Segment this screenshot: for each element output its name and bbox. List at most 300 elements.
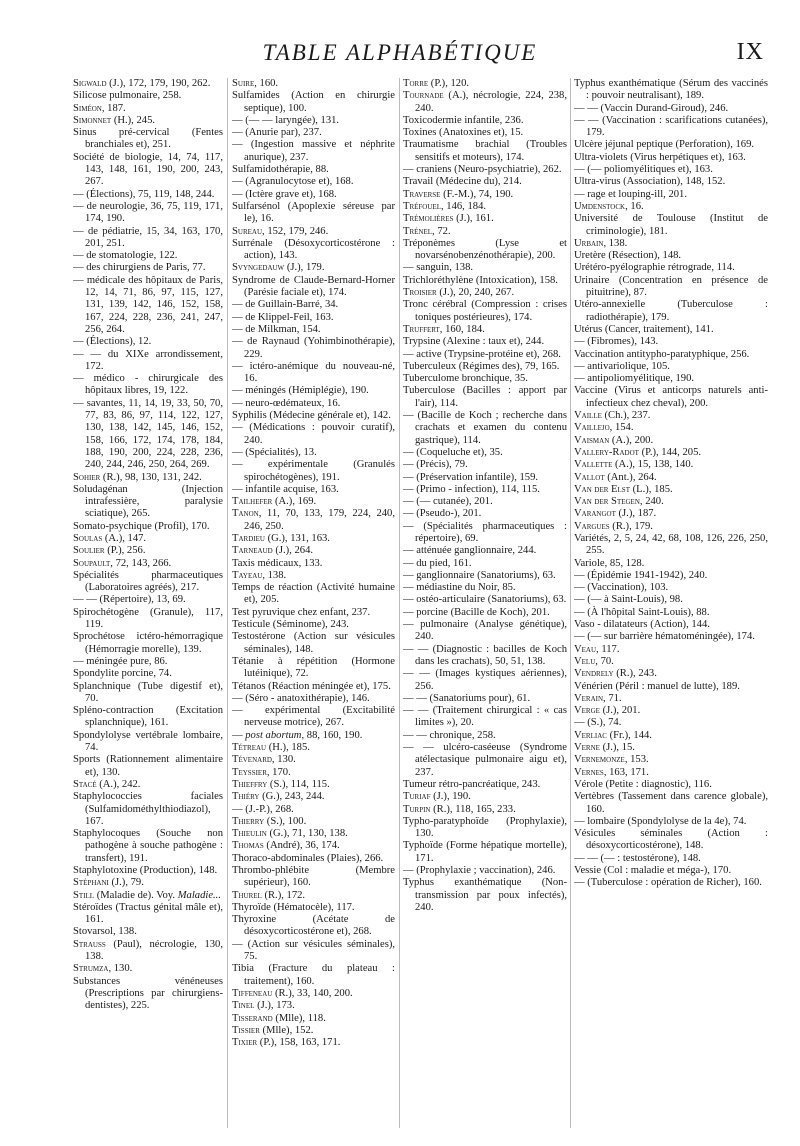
entry-author: Vernemonze	[574, 754, 625, 766]
entry-text: — (J.-P.), 268.	[232, 803, 294, 815]
entry-text: Vaccine (Virus et anticorps naturels anti-infectieux chez cheval), 200.	[574, 385, 768, 409]
entry-text: , 138.	[262, 569, 287, 581]
entry-text: Substances vénéneuses (Prescriptions par chirurgiens-dentistes), 225.	[73, 975, 223, 1012]
entry-text: — du pied, 161.	[403, 557, 472, 569]
index-entry	[73, 484, 223, 521]
entry-author: Vendrely	[574, 668, 614, 680]
entry-text: Typhus exanthématique (Sérum des vaccinés : pouvoir neutralisant), 189.	[574, 78, 768, 102]
entry-text: (J.), 187.	[615, 508, 657, 520]
index-entry	[232, 447, 395, 459]
entry-text: — (À l'hôpital Saint-Louis), 88.	[574, 606, 710, 618]
index-entry	[574, 472, 768, 484]
entry-text: Variétés, 2, 5, 24, 42, 68, 108, 126, 226, 250, 255.	[574, 532, 768, 557]
entry-text: Utéro-annexielle (Tuberculose : radiothérapie), 179.	[574, 299, 768, 323]
entry-text: , 138.	[603, 237, 628, 249]
index-entry	[73, 828, 223, 865]
entry-italic: post abortum	[245, 729, 302, 741]
entry-author: Tinel	[232, 1000, 255, 1012]
entry-text: — (Préservation infantile), 159.	[403, 471, 539, 483]
entry-text: Variole, 85, 128.	[574, 557, 645, 569]
entry-text: Vérole (Petite : diagnostic), 116.	[574, 778, 712, 790]
entry-author: Vallot	[574, 471, 605, 483]
index-entry	[73, 963, 223, 975]
index-entry	[403, 545, 567, 557]
entry-author: Thierry	[232, 815, 265, 827]
entry-text: (A.), 169.	[272, 496, 317, 508]
entry-text: Tronc cérébral (Compression : crises toniques postérieures), 174.	[403, 299, 567, 323]
index-entry	[574, 385, 768, 410]
index-entry	[73, 865, 223, 877]
entry-text: — antipoliomyélitique, 190.	[574, 373, 695, 385]
index-entry	[73, 152, 223, 189]
entry-author: Simonnet	[73, 114, 112, 126]
entry-text: Spléno-contraction (Excitation splanchnique), 161.	[73, 705, 223, 729]
index-entry	[232, 853, 395, 865]
entry-text: — (— sur barrière hématoméningée), 174.	[574, 631, 755, 643]
entry-text: (P.), 158, 163, 171.	[257, 1037, 341, 1049]
index-entry	[403, 804, 567, 816]
entry-text: Utérus (Cancer, traitement), 141.	[574, 323, 714, 335]
entry-text: (J.), 179.	[284, 262, 325, 274]
entry-author: Svyngedauw	[232, 262, 285, 274]
entry-text: (J.), 172, 179, 190, 262.	[106, 78, 211, 89]
index-columns	[73, 78, 768, 1128]
index-entry	[403, 582, 567, 594]
index-entry	[403, 742, 567, 779]
entry-text: , 117.	[596, 643, 620, 655]
entry-text: — — (— : testostérone), 148.	[574, 852, 701, 864]
entry-author: Trénel	[403, 225, 433, 237]
index-entry	[232, 840, 395, 852]
index-entry	[403, 668, 567, 693]
index-entry	[403, 447, 567, 459]
index-entry	[403, 730, 567, 742]
entry-text: (S.), 100.	[264, 815, 307, 827]
index-entry	[73, 631, 223, 656]
entry-text: — médicale des hôpitaux de Paris, 12, 14, 71, 86, 97, 115, 127, 131, 139, 142, 146, 152, 158, 167, 224, 228, 236, 241, 247, 256, 264.	[73, 274, 223, 335]
entry-text: — ictéro-anémique du nouveau-né, 16.	[232, 360, 395, 385]
index-entry	[403, 594, 567, 606]
index-entry	[73, 127, 223, 152]
index-entry	[574, 816, 768, 828]
entry-author: Vaillejo	[574, 422, 610, 434]
entry-text: Toxicodermie infantile, 236.	[403, 114, 524, 126]
entry-text: Tumeur rétro-pancréatique, 243.	[403, 778, 541, 790]
entry-text: , 187.	[101, 102, 126, 114]
entry-text: — — ulcéro-caséeuse (Syndrome atélectasique pulmonaire aigu et), 237.	[403, 742, 567, 778]
entry-text: , 130.	[271, 754, 296, 766]
index-entry	[232, 779, 395, 791]
index-entry	[232, 496, 395, 508]
entry-text: Thoraco-abdominales (Plaies), 266.	[232, 852, 384, 864]
index-entry	[232, 201, 395, 226]
entry-text: Staphylococcies faciales (Sulfamidométhylthiodiazol), 167.	[73, 791, 223, 827]
entry-text: Soludagénan (Injection intrafessière, paralysie sciatique), 265.	[73, 483, 223, 520]
entry-text: — — (Diagnostic : bacilles de Koch dans les crachats), 50, 51, 138.	[403, 643, 567, 667]
entry-text: Traumatisme brachial (Troubles sensitifs et moteurs), 174.	[403, 139, 567, 163]
index-entry	[73, 926, 223, 938]
entry-text: (André), 36, 174.	[263, 840, 340, 852]
entry-text: Tuberculose (Bacilles : apport par l'air), 114.	[403, 385, 567, 409]
index-entry	[574, 373, 768, 385]
entry-text: , 160.	[254, 78, 279, 89]
index-entry	[232, 484, 395, 496]
index-entry	[73, 779, 223, 791]
entry-text: — (— cutanée), 201.	[403, 496, 493, 508]
entry-text: , 160, 184.	[439, 323, 485, 335]
entry-text: Urinaire (Concentration en présence de pituitrine), 87.	[574, 274, 768, 299]
index-entry	[574, 533, 768, 558]
index-entry	[73, 189, 223, 201]
index-entry	[232, 754, 395, 766]
entry-text: , 163, 171.	[603, 766, 649, 778]
index-entry	[574, 508, 768, 520]
index-entry	[574, 619, 768, 631]
index-entry	[403, 508, 567, 520]
index-entry	[574, 767, 768, 779]
entry-text: Ulcère jéjunal peptique (Perforation), 169.	[574, 139, 755, 151]
index-entry	[73, 115, 223, 127]
entry-text: Vénérien (Péril : manuel de lutte), 189.	[574, 680, 740, 692]
index-entry	[574, 349, 768, 361]
entry-text: Vésicules séminales (Action : désoxycorticostérone), 148.	[574, 828, 768, 852]
index-entry	[403, 238, 567, 263]
entry-author: Strauss	[73, 938, 106, 950]
index-entry	[574, 754, 768, 766]
entry-author: Tétreau	[232, 742, 267, 754]
index-entry	[574, 139, 768, 151]
index-entry	[403, 287, 567, 299]
index-entry	[574, 570, 768, 582]
entry-text: — de Milkman, 154.	[232, 323, 321, 335]
index-entry	[574, 693, 768, 705]
index-entry	[403, 607, 567, 619]
entry-text: Thyroxine (Acétate de désoxycorticostérone et), 268.	[232, 914, 395, 938]
entry-text: (P.), 120.	[428, 78, 470, 89]
index-entry	[232, 791, 395, 803]
entry-author: Tanon	[232, 508, 259, 520]
index-entry	[232, 730, 395, 742]
entry-text: Sports (Rationnement alimentaire et), 130.	[73, 754, 223, 778]
index-entry	[232, 176, 395, 188]
index-entry	[403, 619, 567, 644]
index-entry	[73, 90, 223, 102]
entry-text: — ostéo-articulaire (Sanatoriums), 63.	[403, 594, 567, 606]
entry-author: Tayeau	[232, 569, 263, 581]
entry-text: , 154.	[609, 422, 634, 434]
index-entry	[73, 521, 223, 533]
entry-author: Velu	[574, 655, 596, 667]
index-entry	[403, 385, 567, 410]
entry-text: — — (Vaccin Durand-Giroud), 246.	[574, 102, 729, 114]
index-entry	[574, 496, 768, 508]
entry-author: Vargues	[574, 520, 610, 532]
index-entry	[232, 939, 395, 964]
index-entry	[403, 201, 567, 213]
entry-text: (Maladie de). Voy.	[94, 889, 178, 901]
entry-author: Tévenard	[232, 754, 272, 766]
entry-text: , 170.	[266, 766, 291, 778]
entry-text: — (Précis), 79.	[403, 459, 468, 471]
entry-text: , 152, 179, 246.	[262, 225, 329, 237]
index-entry	[403, 791, 567, 803]
entry-text: Spirochétogène (Granule), 117, 119.	[73, 606, 223, 631]
index-entry	[403, 262, 567, 274]
entry-text: Sulfarsénol (Apoplexie séreuse par le), 16.	[232, 200, 395, 225]
index-entry	[574, 115, 768, 140]
index-entry	[574, 410, 768, 422]
entry-text: , 16.	[625, 200, 644, 212]
entry-text: — (— — laryngée), 131.	[232, 114, 340, 126]
index-entry	[232, 275, 395, 300]
entry-text: — expérimental (Excitabilité nerveuse motrice), 267.	[232, 705, 395, 729]
entry-text: — — (Répertoire), 13, 69.	[73, 594, 186, 606]
entry-text: — (Médications : pouvoir curatif), 240.	[232, 422, 395, 446]
entry-text: — craniens (Neuro-psychiatrie), 262.	[403, 164, 562, 176]
entry-text: , 70.	[595, 655, 614, 667]
entry-text: (J.), 161.	[453, 213, 494, 225]
index-entry	[403, 324, 567, 336]
index-entry	[403, 115, 567, 127]
entry-text: Temps de réaction (Activité humaine et), 205.	[232, 582, 395, 606]
entry-text: — méningée pure, 86.	[73, 655, 168, 667]
entry-text: Tétanie à répétition (Hormone lutéinique), 72.	[232, 655, 395, 680]
index-entry	[73, 226, 223, 251]
index-entry	[232, 890, 395, 902]
entry-text: , 146, 184.	[440, 200, 487, 212]
index-entry	[574, 189, 768, 201]
entry-text: Vaccination antitypho-paratyphique, 256.	[574, 348, 750, 360]
entry-text: Travail (Médecine du), 214.	[403, 176, 522, 188]
entry-text: (A.), nécrologie, 224, 238, 240.	[415, 90, 567, 114]
index-entry	[403, 779, 567, 791]
index-entry	[232, 361, 395, 386]
entry-text: —	[232, 729, 246, 741]
index-entry	[232, 828, 395, 840]
index-entry	[232, 656, 395, 681]
index-entry	[574, 865, 768, 877]
entry-text: Université de Toulouse (Institut de criminologie), 181.	[574, 213, 768, 237]
entry-author: Sigwald	[73, 78, 107, 89]
entry-text: (J.), 173.	[254, 1000, 295, 1012]
entry-text: — neuro-œdémateux, 16.	[232, 397, 341, 409]
entry-text: Ultra-virus (Association), 148, 152.	[574, 176, 726, 188]
index-entry	[403, 226, 567, 238]
index-entry	[403, 336, 567, 348]
index-entry	[574, 361, 768, 373]
index-entry	[232, 262, 395, 274]
index-entry	[574, 275, 768, 300]
entry-text: — (Bacille de Koch ; recherche dans crachats et examen du contenu gastrique), 114.	[403, 410, 567, 446]
entry-text: (G.), 243, 244.	[259, 791, 325, 803]
entry-text: (J.), 79.	[108, 877, 144, 889]
entry-text: (H.), 185.	[266, 742, 310, 754]
entry-text: (J.), 15.	[599, 742, 635, 754]
entry-author: Tiffeneau	[232, 987, 273, 999]
index-entry	[403, 361, 567, 373]
entry-text: — de Raynaud (Yohimbinothérapie), 229.	[232, 336, 395, 360]
entry-text: Vertèbres (Tassement dans carence globale), 160.	[574, 791, 768, 815]
index-entry	[73, 570, 223, 595]
index-entry	[403, 275, 567, 287]
entry-text: (J.), 20, 240, 267.	[436, 287, 515, 299]
entry-text: — antivariolique, 105.	[574, 360, 670, 372]
index-entry	[232, 312, 395, 324]
entry-text: , 88, 160, 190.	[301, 729, 363, 741]
index-entry	[232, 238, 395, 263]
entry-text: Testicule (Séminome), 243.	[232, 619, 349, 631]
index-entry	[232, 226, 395, 238]
index-entry	[574, 447, 768, 459]
index-entry	[403, 213, 567, 225]
entry-text: (Fr.), 144.	[606, 729, 652, 741]
entry-text: — — du XIXe arrondissement, 172.	[73, 348, 223, 372]
index-entry	[574, 435, 768, 447]
index-column-1	[73, 78, 223, 1128]
index-entry	[73, 472, 223, 484]
entry-text: (Mlle), 118.	[272, 1012, 326, 1024]
index-entry	[73, 705, 223, 730]
entry-text: , 153.	[624, 754, 649, 766]
index-entry	[574, 484, 768, 496]
index-entry	[73, 656, 223, 668]
index-entry	[403, 472, 567, 484]
index-entry	[574, 594, 768, 606]
entry-author: Traverse	[403, 188, 441, 200]
entry-text: — (Pseudo-), 201.	[403, 508, 482, 520]
entry-text: — pulmonaire (Analyse génétique), 240.	[403, 619, 567, 643]
entry-text: Taxis médicaux, 133.	[232, 557, 323, 569]
index-entry	[232, 164, 395, 176]
index-entry	[232, 988, 395, 1000]
index-entry	[73, 681, 223, 706]
entry-text: — médico - chirurgicale des hôpitaux libres, 19, 122.	[73, 373, 223, 397]
entry-text: Staphylotoxine (Production), 148.	[73, 865, 218, 876]
index-entry	[232, 189, 395, 201]
index-entry	[232, 127, 395, 139]
index-entry	[403, 349, 567, 361]
index-entry	[574, 250, 768, 262]
entry-author: Suire	[232, 78, 255, 89]
index-column-2	[232, 78, 395, 1128]
entry-text: — (Épidémie 1941-1942), 240.	[574, 569, 708, 581]
entry-author: Truffert	[403, 323, 440, 335]
entry-author: Sureau	[232, 225, 263, 237]
entry-text: — méningés (Hémiplégie), 190.	[232, 385, 369, 397]
entry-text: Spondylite porcine, 74.	[73, 668, 172, 680]
index-entry	[574, 828, 768, 853]
entry-author: Trémolières	[403, 213, 454, 225]
index-entry	[403, 558, 567, 570]
entry-text: (R.), 172.	[261, 889, 306, 901]
entry-author: Soulas	[73, 532, 103, 544]
entry-text: Splanchnique (Tube digestif et), 70.	[73, 680, 223, 704]
column-rule	[227, 78, 228, 1128]
entry-text: — (Agranulocytose et), 168.	[232, 176, 354, 188]
entry-text: — de Klippel-Feil, 163.	[232, 311, 334, 323]
index-entry	[232, 558, 395, 570]
entry-author: Strumza	[73, 963, 109, 975]
index-entry	[574, 164, 768, 176]
entry-text: Thrombo-phlébite (Membre supérieur), 160.	[232, 865, 395, 889]
entry-text: Surrénale (Désoxycorticostérone : action), 143.	[232, 237, 395, 262]
entry-text: Uretère (Résection), 148.	[574, 250, 682, 262]
index-entry	[574, 238, 768, 250]
entry-text: — rage et louping-ill, 201.	[574, 188, 687, 200]
entry-text: — (Tuberculose : opération de Richer), 160.	[574, 877, 762, 889]
index-entry	[403, 693, 567, 705]
entry-text: — (Anurie par), 237.	[232, 127, 322, 139]
index-entry	[73, 336, 223, 348]
entry-text: — (Élections), 12.	[73, 336, 152, 348]
index-entry	[232, 299, 395, 311]
entry-text: Tétanos (Réaction méningée et), 175.	[232, 680, 391, 692]
index-entry	[403, 705, 567, 730]
index-entry	[232, 78, 395, 90]
entry-text: (Ch.), 237.	[601, 410, 651, 422]
index-entry	[73, 262, 223, 274]
index-entry	[232, 767, 395, 779]
index-entry	[232, 139, 395, 164]
index-entry	[574, 262, 768, 274]
entry-author: Tailhefer	[232, 496, 273, 508]
entry-text: (G.), 71, 130, 138.	[266, 828, 348, 840]
entry-text: — (Spécialités pharmaceutiques : répertoire), 69.	[403, 520, 567, 544]
entry-text: Silicose pulmonaire, 258.	[73, 90, 182, 102]
entry-text: — (Vaccination), 103.	[574, 582, 669, 594]
entry-author: Thieulin	[232, 828, 267, 840]
index-entry	[232, 115, 395, 127]
entry-text: (J.), 190.	[430, 791, 471, 803]
column-rule	[570, 78, 571, 1128]
entry-author: Soulier	[73, 545, 105, 557]
entry-author: Stacé	[73, 778, 97, 790]
column-rule	[399, 78, 400, 1128]
entry-text: Testostérone (Action sur vésicules séminales), 148.	[232, 631, 395, 655]
entry-text: — médiastine du Noir, 85.	[403, 582, 516, 594]
index-entry	[232, 963, 395, 988]
entry-text: — de Guillain-Barré, 34.	[232, 299, 339, 311]
entry-text: Stéroïdes (Tractus génital mâle et), 161.	[73, 901, 223, 926]
entry-text: Spondylolyse vertébrale lombaire, 74.	[73, 729, 223, 754]
entry-text: — (— à Saint-Louis), 98.	[574, 594, 683, 606]
entry-text: (Ant.), 264.	[604, 471, 657, 483]
entry-text: — (Primo - infection), 114, 115.	[403, 483, 540, 495]
index-entry	[574, 103, 768, 115]
index-entry	[574, 299, 768, 324]
entry-text: Syndrome de Claude-Bernard-Horner (Parésie faciale et), 174.	[232, 274, 395, 299]
entry-text: , 71.	[603, 692, 622, 704]
index-entry	[574, 779, 768, 791]
index-entry	[574, 631, 768, 643]
entry-text: — (Prophylaxie ; vaccination), 246.	[403, 865, 556, 876]
entry-text: — (Coqueluche et), 35.	[403, 446, 503, 458]
entry-text: (R.), 179.	[609, 520, 653, 532]
entry-author: Tissier	[232, 1024, 260, 1036]
index-entry	[574, 730, 768, 742]
index-entry	[574, 742, 768, 754]
index-entry	[232, 631, 395, 656]
index-entry	[574, 582, 768, 594]
entry-text: — — (Sanatoriums pour), 61.	[403, 692, 531, 704]
index-entry	[73, 349, 223, 374]
index-entry	[232, 459, 395, 484]
entry-text: , 72, 143, 266.	[110, 557, 172, 569]
index-entry	[403, 78, 567, 90]
entry-author: Van der Elst	[574, 483, 630, 495]
entry-text: — lombaire (Spondylolyse de la 4e), 74.	[574, 815, 747, 827]
entry-text: , 11, 70, 133, 179, 224, 240, 246, 250.	[244, 508, 395, 532]
